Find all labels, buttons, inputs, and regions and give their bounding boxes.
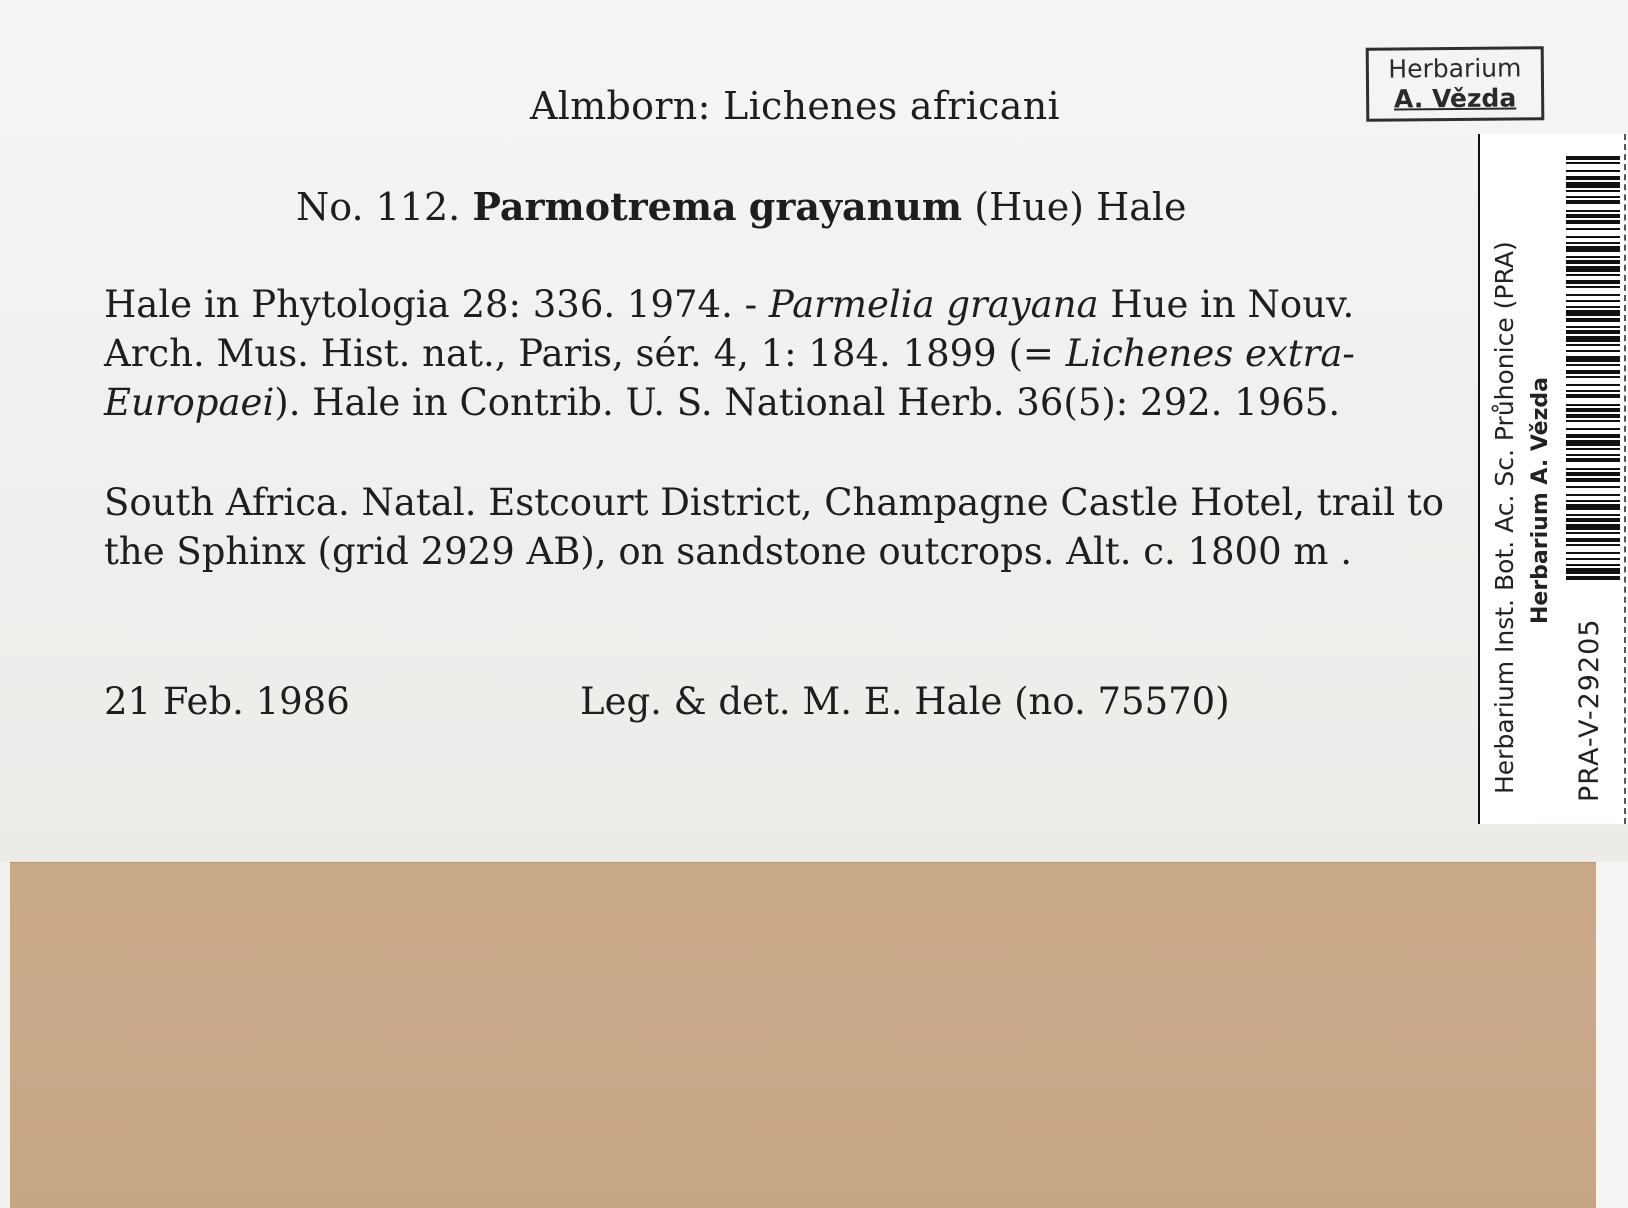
locality-paragraph: South Africa. Natal. Estcourt District, Champagne Castle Hotel, trail to the Sphinx (grid 2929 AB), on sandstone outcrops. Alt. c. 1800 m .	[104, 481, 1444, 573]
reference-part-2: Hue in Nouv. Arch. Mus. Hist. nat., Paris, sér. 4, 1: 184. 1899 (=	[104, 283, 1355, 375]
stamp-line-1: Herbarium	[1388, 53, 1522, 84]
barcode-image	[1566, 156, 1620, 584]
institution-text: Herbarium Inst. Bot. Ac. Sc. Průhonice (PRA)	[1490, 241, 1519, 794]
specimen-id: PRA-V-29205	[1574, 618, 1605, 802]
series-title: Almborn: Lichenes africani	[530, 84, 1060, 128]
authority: (Hue) Hale	[974, 185, 1187, 229]
epithet: grayanum	[748, 184, 963, 229]
herbarium-text: Herbarium A. Vězda	[1528, 376, 1553, 624]
envelope-edge	[1596, 862, 1628, 1207]
basionym: Parmelia grayana	[768, 283, 1099, 326]
collection-date: 21 Feb. 1986	[104, 680, 350, 723]
kraft-envelope	[10, 862, 1596, 1208]
stamp-line-2: A. Vězda	[1393, 83, 1517, 114]
reference-part-1: Hale in Phytologia 28: 336. 1974. -	[104, 283, 769, 326]
reference-paragraph	[104, 280, 1464, 427]
exsiccata-title: Lichenes extra-Europaei	[104, 332, 1355, 424]
collector: Leg. & det. M. E. Hale (no. 75570)	[580, 680, 1230, 723]
herbarium-stamp	[1366, 46, 1545, 122]
taxon-name	[296, 184, 1296, 229]
barcode-label	[1478, 134, 1628, 824]
exsiccata-number: No. 112.	[296, 185, 461, 229]
perforation-line	[1624, 134, 1626, 824]
genus: Parmotrema	[472, 184, 737, 229]
reference-part-3: ). Hale in Contrib. U. S. National Herb. 36(5): 292. 1965.	[274, 381, 1341, 424]
